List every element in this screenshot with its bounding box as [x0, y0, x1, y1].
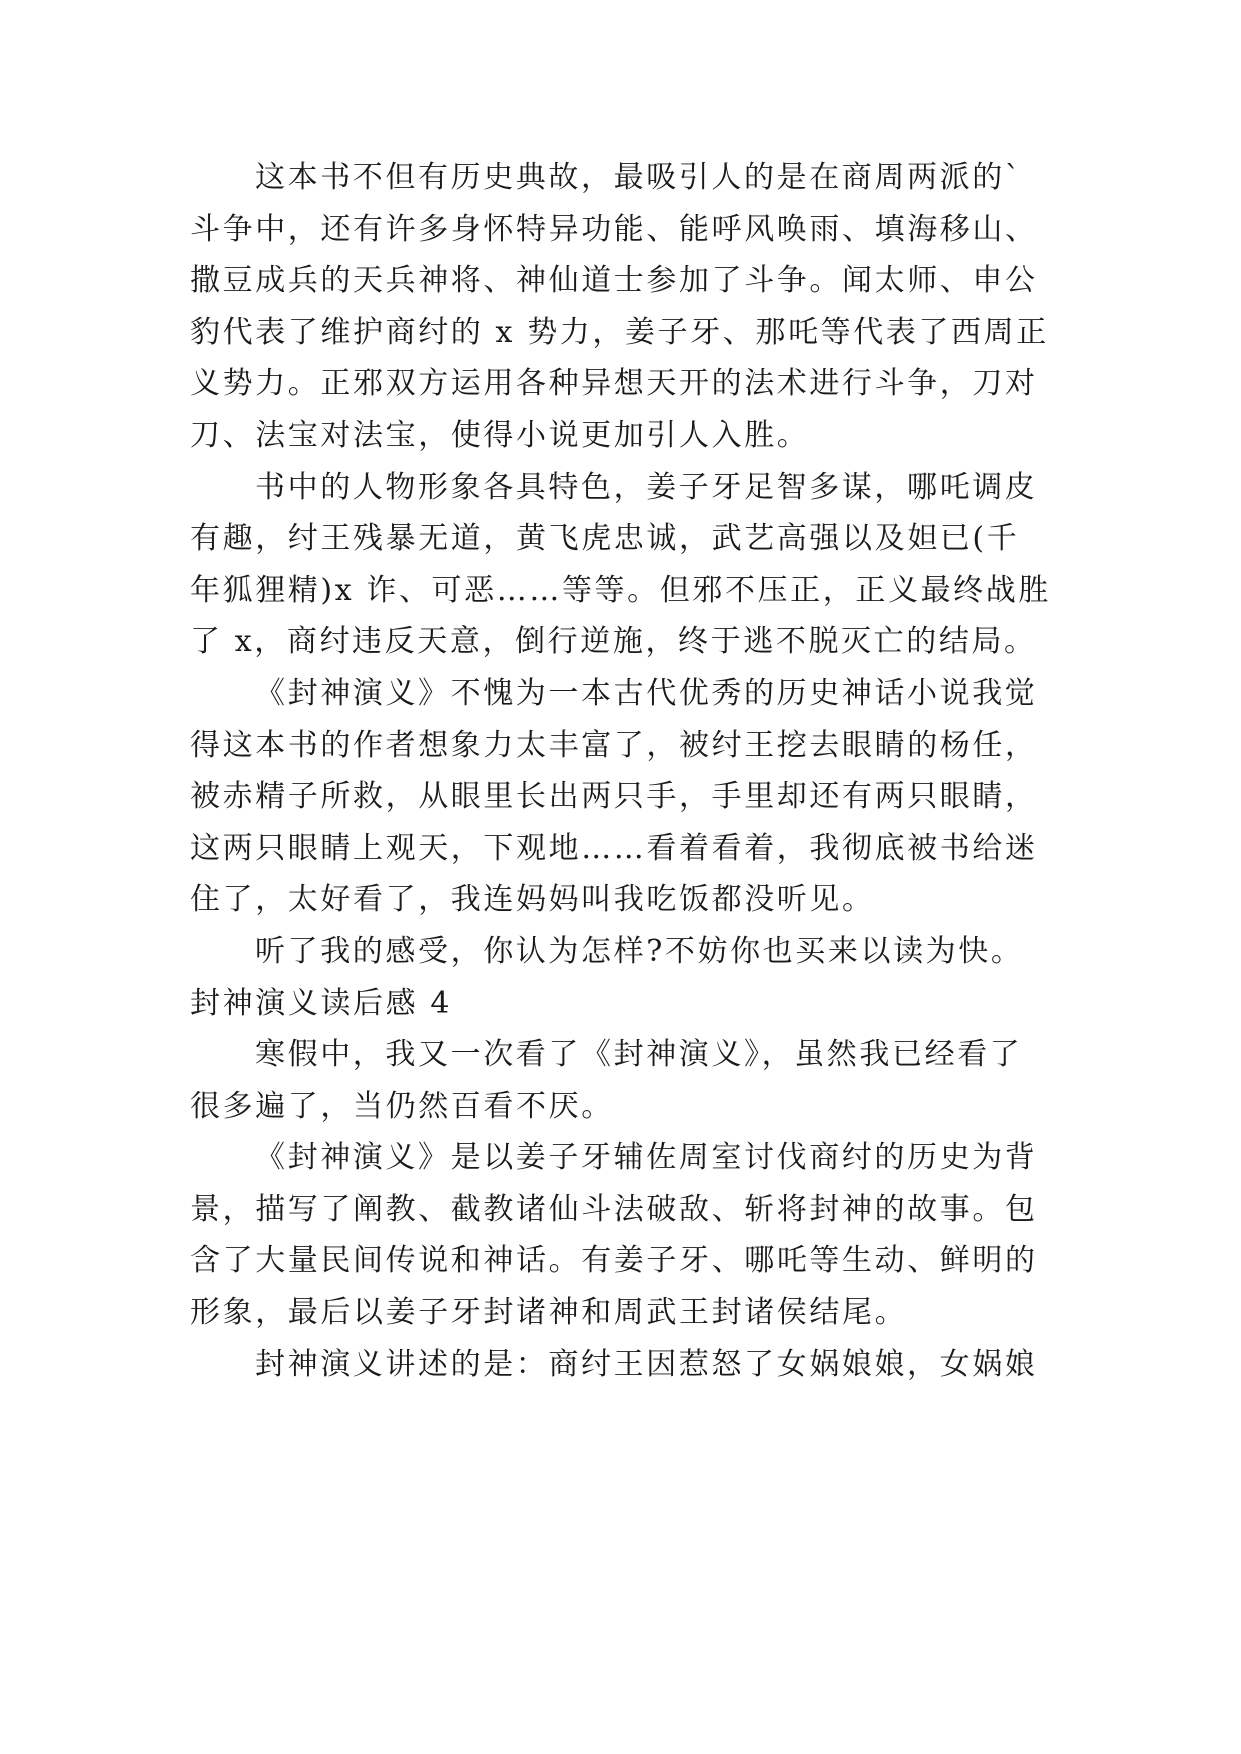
text-line: 撒豆成兵的天兵神将、神仙道士参加了斗争。闻太师、申公 [190, 263, 1038, 299]
section-heading: 封神演义读后感 4 [190, 985, 453, 1021]
text-line: 被赤精子所救，从眼里长出两只手，手里却还有两只眼睛， [190, 779, 1038, 815]
text-line: 《封神演义》是以姜子牙辅佐周室讨伐商纣的历史为背 [255, 1140, 1038, 1176]
text-line: 很多遍了，当仍然百看不厌。 [190, 1088, 614, 1124]
text-line: 形象，最后以姜子牙封诸神和周武王封诸侯结尾。 [190, 1295, 908, 1331]
text-line: 景，描写了阐教、截教诸仙斗法破敌、斩将封神的故事。包 [190, 1191, 1038, 1227]
text-line: 这两只眼睛上观天，下观地……看着看着，我彻底被书给迷 [190, 830, 1038, 866]
text-line: 含了大量民间传说和神话。有姜子牙、哪吒等生动、鲜明的 [190, 1243, 1038, 1279]
text-line: 斗争中，还有许多身怀特异功能、能呼风唤雨、填海移山、 [190, 211, 1038, 247]
text-line: 了 x，商纣违反天意，倒行逆施，终于逃不脱灭亡的结局。 [190, 624, 1037, 660]
text-line: 听了我的感受，你认为怎样?不妨你也买来以读为快。 [255, 933, 1024, 969]
text-line: 刀、法宝对法宝，使得小说更加引人入胜。 [190, 417, 810, 453]
text-line: 年狐狸精)x 诈、可恶……等等。但邪不压正，正义最终战胜 [190, 572, 1051, 608]
text-line: 有趣，纣王残暴无道，黄飞虎忠诚，武艺高强以及妲已(千 [190, 521, 1020, 557]
text-line: 住了，太好看了，我连妈妈叫我吃饭都没听见。 [190, 882, 875, 918]
text-line: 得这本书的作者想象力太丰富了，被纣王挖去眼睛的杨任， [190, 727, 1038, 763]
text-line: 义势力。正邪双方运用各种异想天开的法术进行斗争，刀对 [190, 366, 1038, 402]
text-line: 这本书不但有历史典故，最吸引人的是在商周两派的` [255, 160, 1023, 195]
document-body [190, 152, 1070, 1390]
text-line: 豹代表了维护商纣的 x 势力，姜子牙、那吒等代表了西周正 [190, 314, 1049, 350]
text-line: 书中的人物形象各具特色，姜子牙足智多谋，哪吒调皮 [255, 469, 1038, 505]
text-line: 寒假中，我又一次看了《封神演义》，虽然我已经看了 [255, 1037, 1023, 1073]
text-line: 《封神演义》不愧为一本古代优秀的历史神话小说我觉 [255, 675, 1038, 711]
text-line: 封神演义讲述的是：商纣王因惹怒了女娲娘娘，女娲娘 [255, 1346, 1038, 1382]
